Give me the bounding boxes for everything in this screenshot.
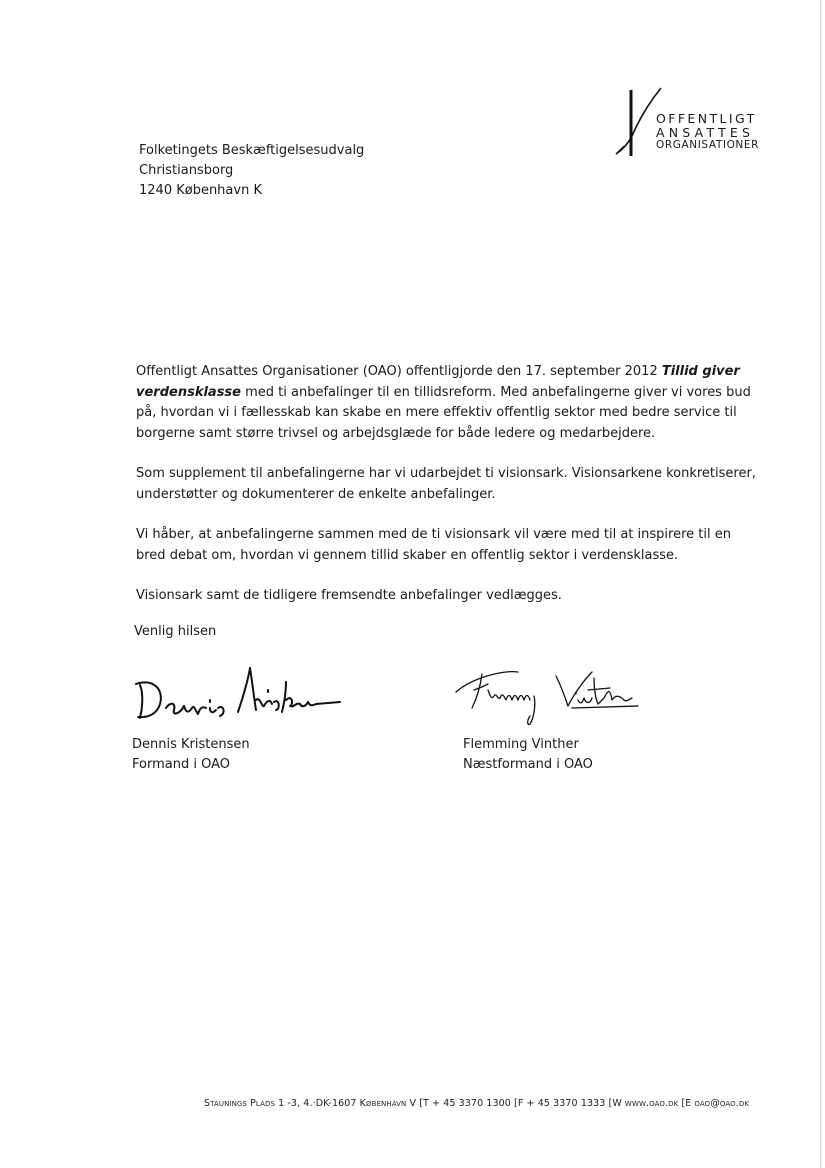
signer-name: Flemming Vinther (463, 737, 579, 752)
paragraph-2: Som supplement til anbefalingerne har vi udarbejdet ti visionsark. Visionsarkene konkretiserer, understøtter og dokumenterer de enkelte anbefalinger. (136, 466, 756, 502)
address-line3: 1240 København K (139, 183, 262, 198)
signer-title: Næstformand i OAO (463, 757, 593, 772)
logo-text-line1: OFFENTLIGT (656, 111, 757, 126)
paragraph-3: Vi håber, at anbefalingerne sammen med de ti visionsark vil være med til at inspirere til en bred debat om, hvordan vi gennem tillid skaber en offentlig sektor i verdensklasse. (136, 527, 731, 563)
address-line1: Folketingets Beskæftigelsesudvalg (139, 143, 365, 158)
logo-text-line2: ANSATTES (656, 125, 755, 140)
signature-dennis-icon (130, 660, 350, 730)
signer-title: Formand i OAO (132, 757, 230, 772)
paragraph-1-intro: Offentligt Ansattes Organisationer (OAO) offentligjorde den 17. september 2012 (136, 364, 662, 379)
scan-edge-line (820, 0, 821, 1168)
signer-right (463, 735, 593, 775)
signer-left (132, 735, 250, 775)
closing-greeting: Venlig hilsen (134, 624, 217, 639)
report-title: Tillid giver verdensklasse (136, 364, 740, 400)
letter-footer: Staunings Plads 1 -3, 4.·DK-1607 København V [T + 45 3370 1300 [F + 45 3370 1333 [W www.oao.dk [E oao@oao.dk (204, 1098, 750, 1109)
oao-logo (612, 86, 772, 160)
address-line2: Christiansborg (139, 163, 234, 178)
recipient-address (139, 141, 364, 201)
signature-flemming-icon (452, 660, 642, 735)
paragraph-4: Visionsark samt de tidligere fremsendte anbefalinger vedlægges. (136, 588, 562, 603)
paragraph-1 (136, 362, 756, 444)
paragraph-1-rest: med ti anbefalinger til en tillidsreform. Med anbefalingerne giver vi vores bud på, hvordan vi i fællesskab kan skabe en mere effektiv offentlig sektor med bedre service til borgerne samt større trivsel og arbejdsglæde for både ledere og medarbejdere. (136, 384, 751, 441)
letter-body (136, 362, 756, 627)
signer-name: Dennis Kristensen (132, 737, 250, 752)
logo-text-line3: ORGANISATIONER (656, 139, 760, 151)
